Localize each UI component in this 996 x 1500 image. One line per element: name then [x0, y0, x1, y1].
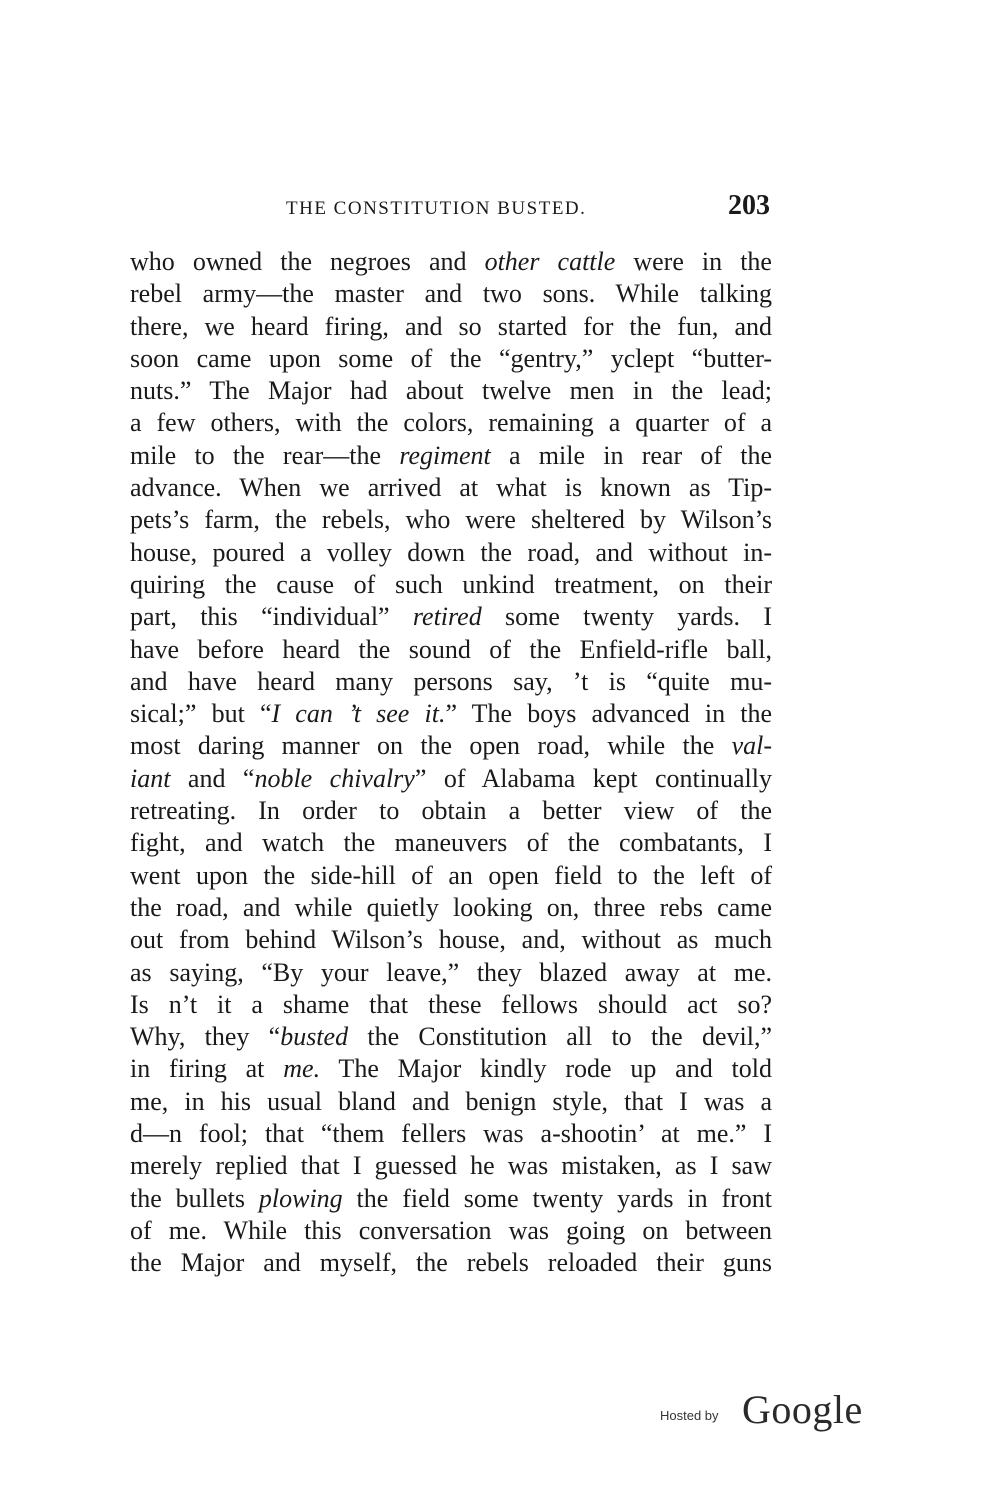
text-line [130, 472, 772, 504]
text-run: retreating. In order to obtain a better view of the [130, 796, 772, 826]
text-line [130, 601, 772, 633]
running-head [130, 190, 770, 230]
text-line [130, 440, 772, 472]
text-run: as saying, “By your leave,” they blazed away at me. [130, 957, 772, 987]
text-line [130, 1086, 772, 1118]
text-run: and have heard many persons say, ’t is “quite mu- [130, 666, 772, 696]
google-logo: Google [742, 1387, 863, 1432]
text-line [130, 1118, 772, 1150]
text-run: Is n’t it a shame that these fellows should act so? [130, 989, 772, 1019]
text-run: quiring the cause of such unkind treatment, on their [130, 569, 772, 599]
text-line [130, 407, 772, 439]
text-run: Why, they “ [130, 1022, 281, 1052]
italic-text: retired [412, 602, 482, 632]
text-line [130, 1150, 772, 1182]
text-line [130, 343, 772, 375]
text-run: the Major and myself, the rebels reloaded their guns [130, 1248, 772, 1278]
text-line [130, 375, 772, 407]
text-run: the field some twenty yards in front [342, 1183, 773, 1213]
text-line [130, 827, 772, 859]
text-run: most daring manner on the open road, while the [130, 731, 732, 761]
text-line [130, 278, 772, 310]
text-line [130, 1021, 772, 1053]
italic-text: iant [130, 763, 171, 793]
text-line [130, 957, 772, 989]
text-run: pets’s farm, the rebels, who were sheltered by Wilson’s [130, 505, 772, 535]
text-line [130, 989, 772, 1021]
text-run: d—n fool; that “them fellers was a-shootin’ at me.” I [130, 1119, 772, 1149]
text-line [130, 795, 772, 827]
text-run: fight, and watch the maneuvers of the combatants, I [130, 828, 772, 858]
text-line [130, 1053, 772, 1085]
text-run: were in the [615, 247, 772, 276]
text-run: went upon the side-hill of an open field to the left of [130, 860, 772, 890]
text-line [130, 924, 772, 956]
text-line [130, 1183, 772, 1215]
italic-text: me. [283, 1054, 321, 1084]
text-run: a mile in rear of the [490, 440, 772, 470]
text-run: ” The boys advanced in the [445, 699, 772, 729]
text-line [130, 860, 772, 892]
text-line [130, 504, 772, 536]
text-run: of me. While this conversation was going on between [130, 1215, 772, 1245]
text-run: house, poured a volley down the road, and without in- [130, 537, 772, 567]
text-run: advance. When we arrived at what is known as Tip- [130, 473, 772, 503]
text-line [130, 246, 772, 278]
text-run: part, this “individual” [130, 602, 413, 632]
text-line [130, 537, 772, 569]
text-run: The Major kindly rode up and told [320, 1054, 772, 1084]
running-title: THE CONSTITUTION BUSTED. [286, 198, 587, 219]
hosted-by-label: Hosted by [660, 1408, 719, 1423]
text-run: out from behind Wilson’s house, and, without as much [130, 925, 772, 955]
text-line [130, 698, 772, 730]
text-run: soon came upon some of the “gentry,” yclept “butter- [130, 343, 772, 373]
body-text [130, 246, 772, 1280]
italic-text: val- [731, 731, 772, 761]
text-line [130, 311, 772, 343]
text-line [130, 634, 772, 666]
text-run: some twenty yards. I [481, 602, 772, 632]
italic-text: plowing [258, 1183, 343, 1213]
text-run: nuts.” The Major had about twelve men in the lead; [130, 376, 772, 406]
text-run: mile to the rear—the [130, 440, 400, 470]
italic-text: other cattle [484, 247, 616, 276]
text-run: in firing at [130, 1054, 284, 1084]
hosted-by-watermark [660, 1386, 870, 1434]
text-run: sical;” but “ [130, 699, 272, 729]
text-run: merely replied that I guessed he was mistaken, as I saw [130, 1151, 772, 1181]
text-line [130, 666, 772, 698]
page-number: 203 [728, 190, 770, 221]
text-run: who owned the negroes and [130, 247, 485, 276]
text-run: me, in his usual bland and benign style, that I was a [130, 1086, 772, 1116]
text-run: the bullets [130, 1183, 259, 1213]
italic-text: busted [280, 1022, 349, 1052]
text-line [130, 892, 772, 924]
text-run: a few others, with the colors, remaining a quarter of a [130, 408, 772, 438]
text-run: ” of Alabama kept continually [414, 763, 772, 793]
italic-text: noble chivalry [254, 763, 415, 793]
text-run: there, we heard firing, and so started for the fun, and [130, 311, 772, 341]
italic-text: regiment [399, 440, 491, 470]
text-line [130, 1215, 772, 1247]
text-run: and “ [170, 763, 255, 793]
text-run: the Constitution all to the devil,” [348, 1022, 773, 1052]
text-run: rebel army—the master and two sons. While talking [130, 279, 772, 309]
text-run: have before heard the sound of the Enfield-rifle ball, [130, 634, 772, 664]
text-line [130, 763, 772, 795]
text-run: the road, and while quietly looking on, three rebs came [130, 892, 772, 922]
text-line [130, 730, 772, 762]
text-line [130, 569, 772, 601]
italic-text: I can ’t see it. [271, 699, 446, 729]
text-line [130, 1247, 772, 1279]
